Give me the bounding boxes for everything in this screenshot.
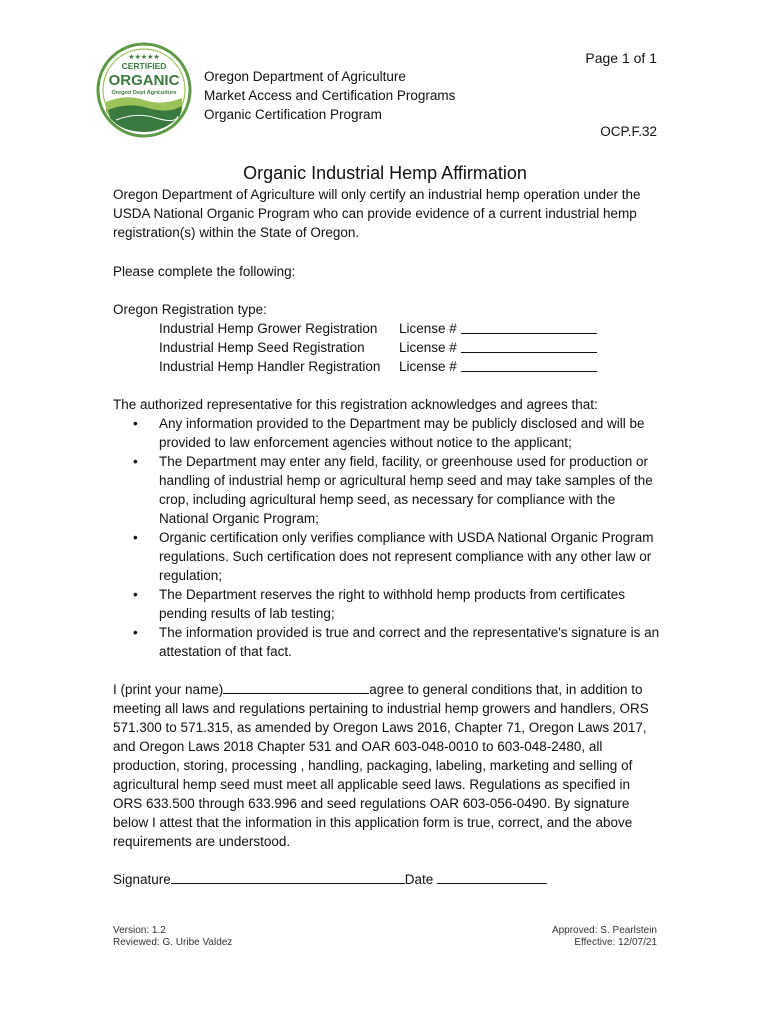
registration-type-label: Industrial Hemp Grower Registration — [159, 321, 378, 336]
logo-stars: ★★★★★ — [128, 54, 160, 61]
registration-row-grower — [113, 319, 661, 338]
agency-block — [204, 67, 455, 124]
registration-section — [113, 300, 661, 376]
registration-row-handler — [113, 357, 661, 376]
bullet-icon: • — [133, 416, 138, 431]
license-label: License # — [399, 340, 457, 355]
registration-heading: Oregon Registration type: — [113, 302, 267, 317]
intro-paragraph — [113, 185, 661, 242]
footer-reviewed: Reviewed: G. Uribe Valdez — [113, 937, 233, 948]
instruction-text: Please complete the following: — [113, 264, 296, 279]
list-item: • The information provided is true and correct and the representative's signature is an attestation of that fact. — [133, 625, 660, 659]
footer-version: Version: 1.2 — [113, 925, 166, 936]
agency-program: Organic Certification Program — [204, 107, 382, 122]
bullet-icon: • — [133, 454, 138, 469]
page-title: Organic Industrial Hemp Affirmation — [243, 163, 527, 183]
handler-license-field[interactable] — [461, 357, 597, 372]
date-label: Date — [404, 872, 434, 887]
print-name-field[interactable] — [223, 679, 369, 694]
agency-division: Market Access and Certification Programs — [204, 88, 456, 103]
signature-field[interactable] — [171, 869, 405, 884]
license-label: License # — [399, 321, 457, 336]
list-item: • The Department reserves the right to withhold hemp products from certificates pending results of lab testing; — [133, 587, 625, 621]
attestation-text: agree to general conditions that, in addition to meeting all laws and regulations pertaining to industrial hemp growers and handlers, ORS 571.300 to 571.315, as amended by Oregon Laws 2016, Chapter 71, Oregon Laws 2017, and Oregon Laws 2018 Chapter 531 and OAR 603-048-0010 to 603-048-2480, all production, storing, processing , handling, packaging, labeling, marketing and selling of agricultural hemp seed must meet all applicable seed laws. Regulations as specified in ORS 633.500 through 633.996 and seed regulations OAR 603-056-0490. By signature below I attest that the information in this application form is true, correct, and the above requirements are understood. — [113, 682, 649, 849]
acknowledgement-intro: The authorized representative for this registration acknowledges and agrees that: — [113, 397, 598, 412]
attestation-prefix: I (print your name) — [113, 682, 224, 697]
attestation-paragraph — [113, 679, 661, 851]
signature-label: Signature — [113, 872, 171, 887]
acknowledgement-list — [113, 414, 661, 661]
bullet-icon: • — [133, 625, 138, 640]
list-item: • Organic certification only verifies compliance with USDA National Organic Program regulations. Such certification does not represent compliance with any other law or regulation; — [133, 530, 654, 583]
signature-line — [113, 869, 661, 889]
registration-type-label: Industrial Hemp Handler Registration — [159, 359, 381, 374]
registration-type-label: Industrial Hemp Seed Registration — [159, 340, 365, 355]
agency-name: Oregon Department of Agriculture — [204, 69, 406, 84]
footer-right — [552, 925, 657, 949]
bullet-icon: • — [133, 587, 138, 602]
seed-license-field[interactable] — [461, 338, 597, 353]
page-number: Page 1 of 1 — [585, 50, 657, 66]
logo-sub-text: Oregon Dept Agriculture — [111, 90, 177, 96]
acknowledgement-section — [113, 395, 661, 661]
logo-top-text: CERTIFIED — [121, 61, 167, 71]
intro-text: Oregon Department of Agriculture will only certify an industrial hemp operation under the USDA National Organic Program who can provide evidence of a current industrial hemp registration(s) within the State of Oregon. — [113, 187, 641, 240]
footer-effective: Effective: 12/07/21 — [574, 937, 657, 948]
registration-row-seed — [113, 338, 661, 357]
footer-approved: Approved: S. Pearlstein — [551, 925, 657, 936]
form-code: OCP.F.32 — [600, 124, 657, 139]
date-field[interactable] — [437, 869, 547, 884]
certified-organic-logo — [96, 42, 192, 138]
list-item: • Any information provided to the Department may be publicly disclosed and will be provided to law enforcement agencies without notice to the applicant; — [133, 416, 645, 450]
bullet-icon: • — [133, 530, 138, 545]
grower-license-field[interactable] — [461, 319, 597, 334]
footer-left — [113, 925, 232, 949]
instruction — [113, 262, 661, 281]
logo-main-text: ORGANIC — [108, 72, 180, 89]
license-label: License # — [399, 359, 457, 374]
list-item: • The Department may enter any field, facility, or greenhouse used for production or handling of industrial hemp or agricultural hemp seed and may take samples of the crop, including agricultural hemp seed, as necessary for compliance with the National Organic Program; — [133, 454, 653, 526]
